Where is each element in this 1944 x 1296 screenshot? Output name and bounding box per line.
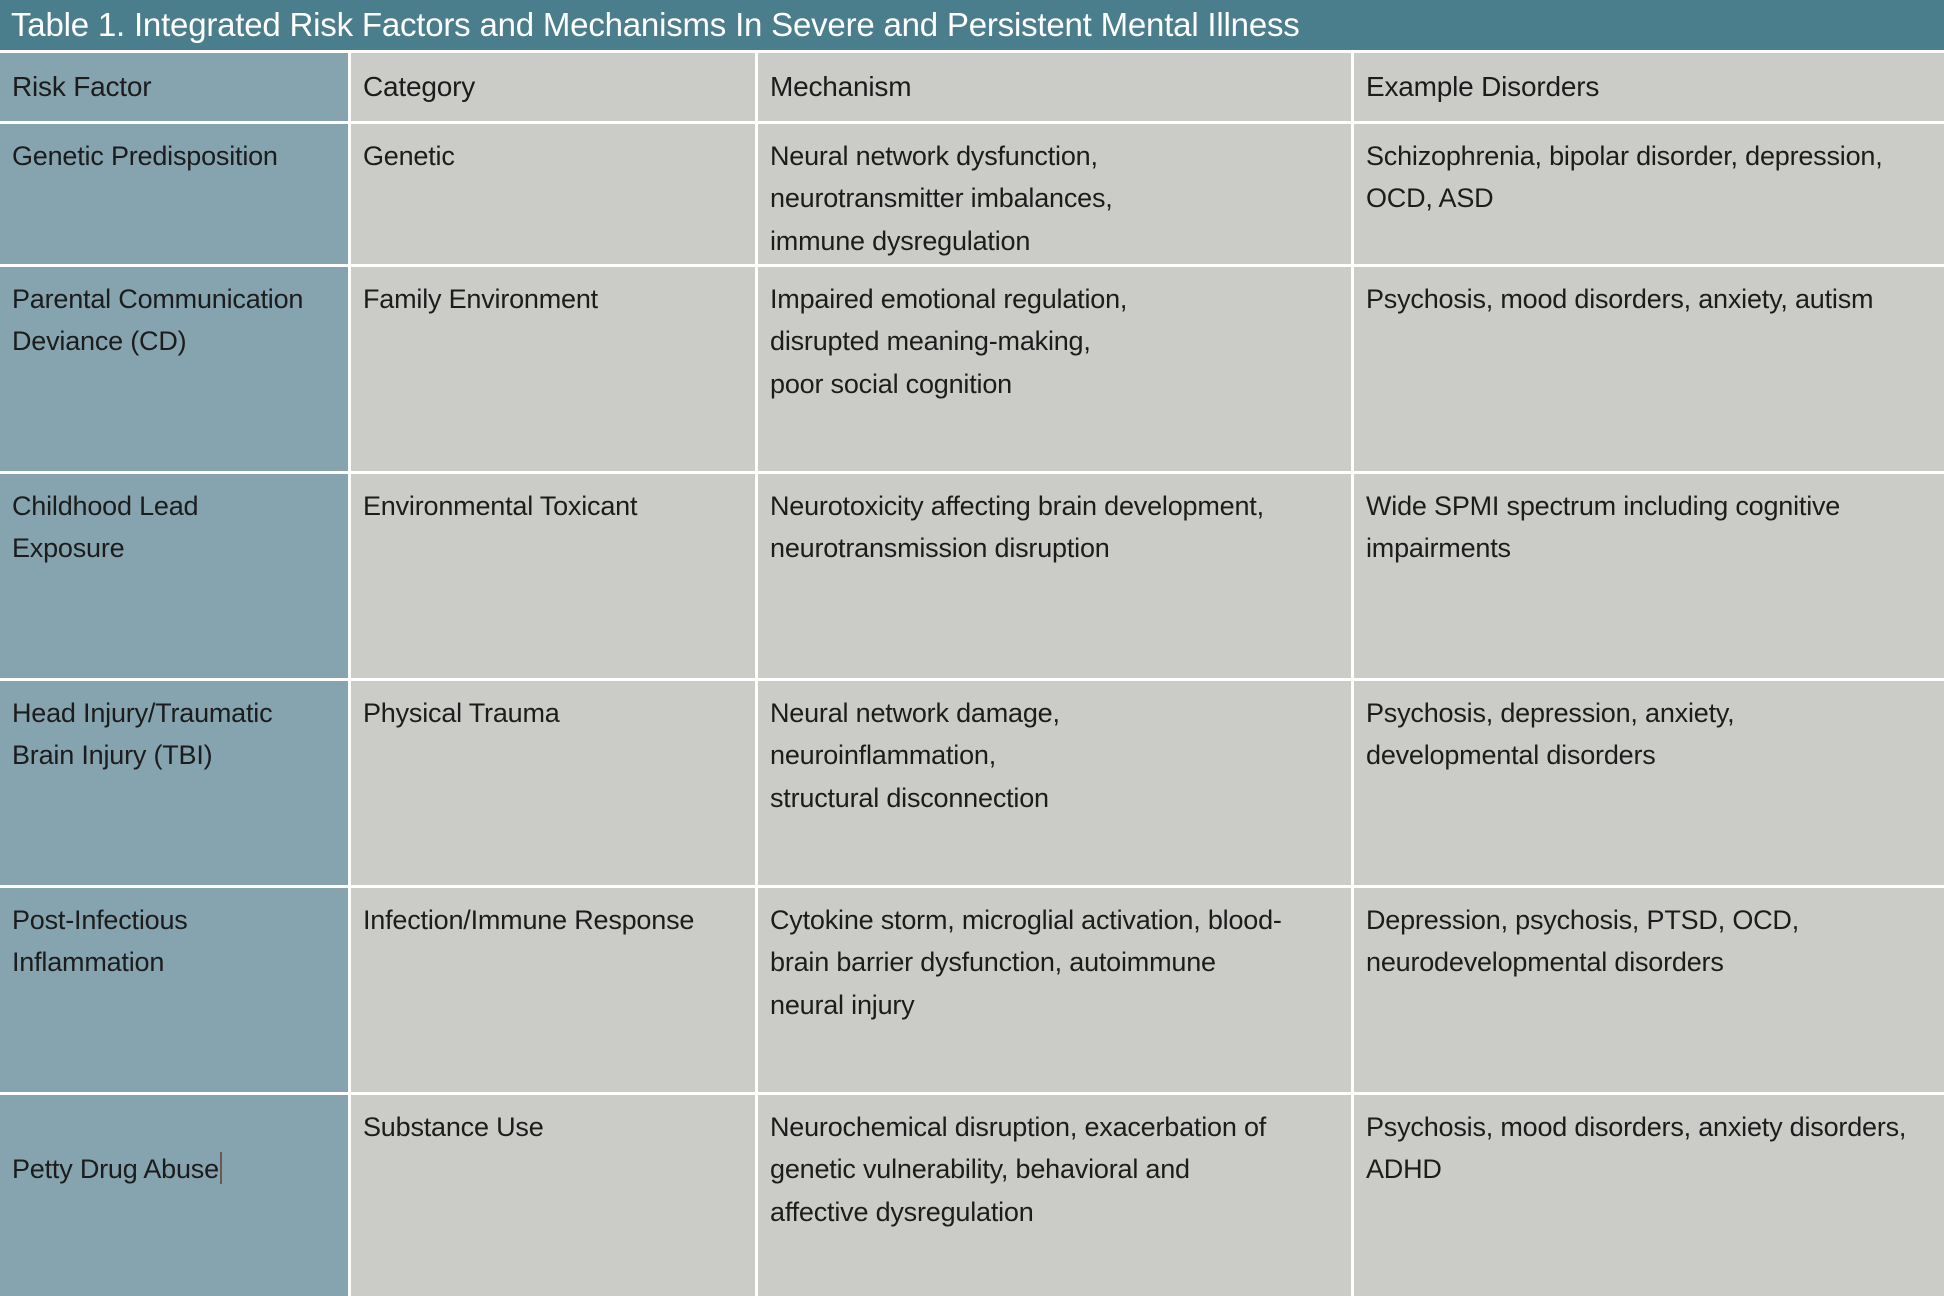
- column-header-category[interactable]: Category: [351, 53, 755, 121]
- column-header-risk-factor[interactable]: Risk Factor: [0, 53, 348, 121]
- cell-example-disorders[interactable]: Psychosis, depression, anxiety, developmental disorders: [1354, 681, 1944, 885]
- cell-example-disorders[interactable]: Depression, psychosis, PTSD, OCD, neurodevelopmental disorders: [1354, 888, 1944, 1092]
- cell-mechanism[interactable]: Impaired emotional regulation, disrupted meaning-making, poor social cognition: [758, 267, 1351, 471]
- cell-category[interactable]: Family Environment: [351, 267, 755, 471]
- column-header-mechanism[interactable]: Mechanism: [758, 53, 1351, 121]
- cell-risk-factor[interactable]: Head Injury/Traumatic Brain Injury (TBI): [0, 681, 348, 885]
- column-header-example-disorders[interactable]: Example Disorders: [1354, 53, 1944, 121]
- text-cursor: [220, 1152, 222, 1184]
- cell-category[interactable]: Genetic: [351, 124, 755, 264]
- cell-mechanism[interactable]: Cytokine storm, microglial activation, blood- brain barrier dysfunction, autoimmune neural injury: [758, 888, 1351, 1092]
- table-title: Table 1. Integrated Risk Factors and Mechanisms In Severe and Persistent Mental Illness: [11, 6, 1300, 43]
- cell-mechanism[interactable]: Neurochemical disruption, exacerbation of genetic vulnerability, behavioral and affective dysregulation: [758, 1095, 1351, 1296]
- cell-risk-factor-text: Petty Drug Abuse: [12, 1154, 219, 1185]
- cell-risk-factor[interactable]: [0, 1095, 348, 1296]
- cell-mechanism[interactable]: Neurotoxicity affecting brain development, neurotransmission disruption: [758, 474, 1351, 678]
- cell-category[interactable]: Substance Use: [351, 1095, 755, 1296]
- cell-category[interactable]: Physical Trauma: [351, 681, 755, 885]
- cell-risk-factor[interactable]: Post-Infectious Inflammation: [0, 888, 348, 1092]
- cell-example-disorders[interactable]: Psychosis, mood disorders, anxiety, autism: [1354, 267, 1944, 471]
- cell-risk-factor[interactable]: Genetic Predisposition: [0, 124, 348, 264]
- cell-category[interactable]: Environmental Toxicant: [351, 474, 755, 678]
- cell-mechanism[interactable]: Neural network dysfunction, neurotransmitter imbalances, immune dysregulation: [758, 124, 1351, 264]
- cell-category[interactable]: Infection/Immune Response: [351, 888, 755, 1092]
- cell-example-disorders[interactable]: Schizophrenia, bipolar disorder, depression, OCD, ASD: [1354, 124, 1944, 264]
- risk-table: [0, 53, 1944, 1296]
- cell-mechanism[interactable]: Neural network damage, neuroinflammation, structural disconnection: [758, 681, 1351, 885]
- cell-risk-factor[interactable]: Parental Communication Deviance (CD): [0, 267, 348, 471]
- table-title-bar[interactable]: [0, 0, 1944, 50]
- cell-example-disorders[interactable]: Wide SPMI spectrum including cognitive impairments: [1354, 474, 1944, 678]
- cell-risk-factor[interactable]: Childhood Lead Exposure: [0, 474, 348, 678]
- cell-example-disorders[interactable]: Psychosis, mood disorders, anxiety disorders, ADHD: [1354, 1095, 1944, 1296]
